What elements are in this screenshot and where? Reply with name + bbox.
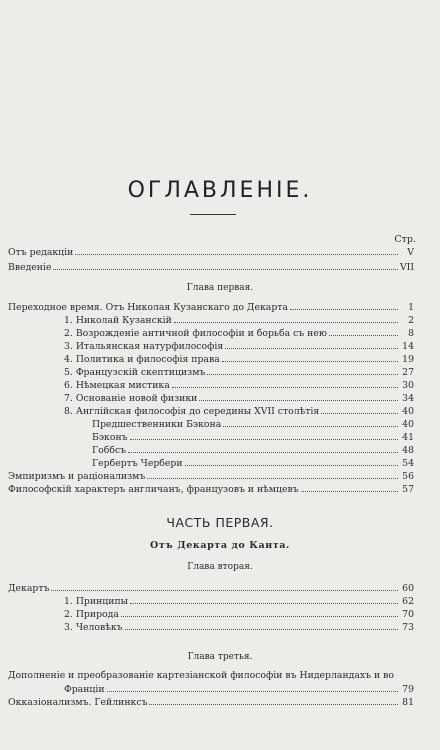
entry-label: Декартъ — [8, 583, 50, 594]
chapter-heading: Глава вторая. — [187, 562, 253, 572]
entry-page: 57 — [402, 484, 414, 495]
leader-dots — [301, 483, 398, 492]
entry-page: 14 — [402, 341, 414, 352]
entry-page: 48 — [402, 445, 414, 456]
leader-dots — [174, 314, 398, 323]
leader-dots — [185, 457, 398, 466]
leader-dots — [225, 340, 398, 349]
toc-entry — [64, 392, 414, 404]
page-column-header: Стр. — [394, 234, 416, 245]
toc-entry — [92, 457, 414, 469]
leader-dots — [53, 261, 397, 270]
entry-page: 34 — [402, 393, 414, 404]
entry-page: 70 — [402, 609, 414, 620]
entry-label-line1: Дополненiе и преобразованiе картезiанской философiи въ Нидерландахъ и во — [8, 670, 395, 681]
leader-dots — [51, 582, 398, 591]
entry-page: 40 — [402, 406, 414, 417]
toc-entry — [64, 366, 414, 378]
toc-entry — [8, 696, 414, 708]
leader-dots — [149, 696, 398, 705]
leader-dots — [130, 595, 398, 604]
entry-label: 8. Англiйская философiя до середины XVII столѣтiя — [64, 406, 320, 417]
entry-page: 27 — [402, 367, 414, 378]
part-subheading: Отъ Декарта до Канта. — [150, 540, 290, 551]
leader-dots — [107, 683, 398, 692]
chapter-heading: Глава третья. — [187, 652, 253, 662]
toc-entry — [64, 683, 414, 695]
toc-entry — [64, 405, 414, 417]
entry-page: 30 — [402, 380, 414, 391]
title-underline — [190, 214, 236, 215]
entry-label: Гербертъ Чербери — [92, 458, 183, 469]
entry-label: Эмпиризмъ и рацiонализмъ — [8, 471, 146, 482]
leader-dots — [199, 392, 398, 401]
toc-entry — [64, 608, 414, 620]
entry-label: 1. Николай Кузанскiй — [64, 315, 172, 326]
toc-entry — [8, 246, 414, 258]
entry-page: 1 — [408, 302, 414, 313]
entry-page: 19 — [402, 354, 414, 365]
entry-label: Отъ редакцiи — [8, 247, 74, 258]
entry-label: Предшественники Бэкона — [92, 419, 222, 430]
leader-dots — [125, 621, 398, 630]
leader-dots — [321, 405, 398, 414]
entry-page: 73 — [402, 622, 414, 633]
leader-dots — [329, 327, 398, 336]
entry-label-line2: Францiи — [64, 684, 105, 695]
toc-entry — [64, 340, 414, 352]
entry-page: VII — [399, 262, 414, 273]
entry-page: 81 — [402, 697, 414, 708]
toc-entry — [64, 353, 414, 365]
toc-entry — [64, 379, 414, 391]
toc-entry — [92, 431, 414, 443]
entry-label: 2. Природа — [64, 609, 119, 620]
entry-label: 1. Принципы — [64, 596, 129, 607]
toc-entry — [92, 444, 414, 456]
entry-label: 3. Человѣкъ — [64, 622, 123, 633]
entry-label: Введенiе — [8, 262, 52, 273]
entry-page: 54 — [402, 458, 414, 469]
leader-dots — [75, 246, 398, 255]
toc-entry — [64, 621, 414, 633]
entry-page: V — [407, 247, 414, 258]
leader-dots — [130, 431, 398, 440]
entry-page: 40 — [402, 419, 414, 430]
entry-label: 3. Итальянская натурфилософiя — [64, 341, 224, 352]
entry-page: 41 — [402, 432, 414, 443]
entry-label: 2. Возрожденiе античной философiи и борьба съ нею — [64, 328, 327, 339]
leader-dots — [207, 366, 398, 375]
toc-entry — [8, 470, 414, 482]
toc-entry — [8, 301, 414, 313]
toc-entry — [8, 483, 414, 495]
part-heading: ЧАСТЬ ПЕРВАЯ. — [166, 515, 274, 530]
leader-dots — [290, 301, 398, 310]
toc-title: ОГЛАВЛЕНIЕ. — [127, 178, 313, 203]
toc-entry — [64, 314, 414, 326]
entry-page: 2 — [408, 315, 414, 326]
entry-page: 60 — [402, 583, 414, 594]
entry-label: Философскiй характеръ англичанъ, французовъ и нѣмцевъ — [8, 484, 299, 495]
leader-dots — [121, 608, 398, 617]
entry-label: Переходное время. Отъ Николая Кузанскаго до Декарта — [8, 302, 288, 313]
entry-label: 7. Основанiе новой физики — [64, 393, 198, 404]
toc-entry — [8, 261, 414, 273]
leader-dots — [172, 379, 398, 388]
entry-label: 5. Французскiй скептицизмъ — [64, 367, 206, 378]
chapter-heading: Глава первая. — [186, 283, 254, 293]
toc-entry — [8, 582, 414, 594]
toc-entry — [64, 327, 414, 339]
leader-dots — [222, 353, 398, 362]
entry-label: Гоббсъ — [92, 445, 127, 456]
entry-label: Бэконъ — [92, 432, 128, 443]
entry-page: 56 — [402, 471, 414, 482]
entry-label: 4. Политика и философiя права — [64, 354, 220, 365]
entry-page: 8 — [408, 328, 414, 339]
leader-dots — [223, 418, 398, 427]
leader-dots — [128, 444, 398, 453]
toc-entry — [92, 418, 414, 430]
entry-page: 62 — [402, 596, 414, 607]
leader-dots — [147, 470, 398, 479]
entry-label: Окказiонализмъ. Гейлинксъ — [8, 697, 148, 708]
entry-label: 6. Нѣмецкая мистика — [64, 380, 170, 391]
toc-entry — [64, 595, 414, 607]
entry-page: 79 — [402, 684, 414, 695]
